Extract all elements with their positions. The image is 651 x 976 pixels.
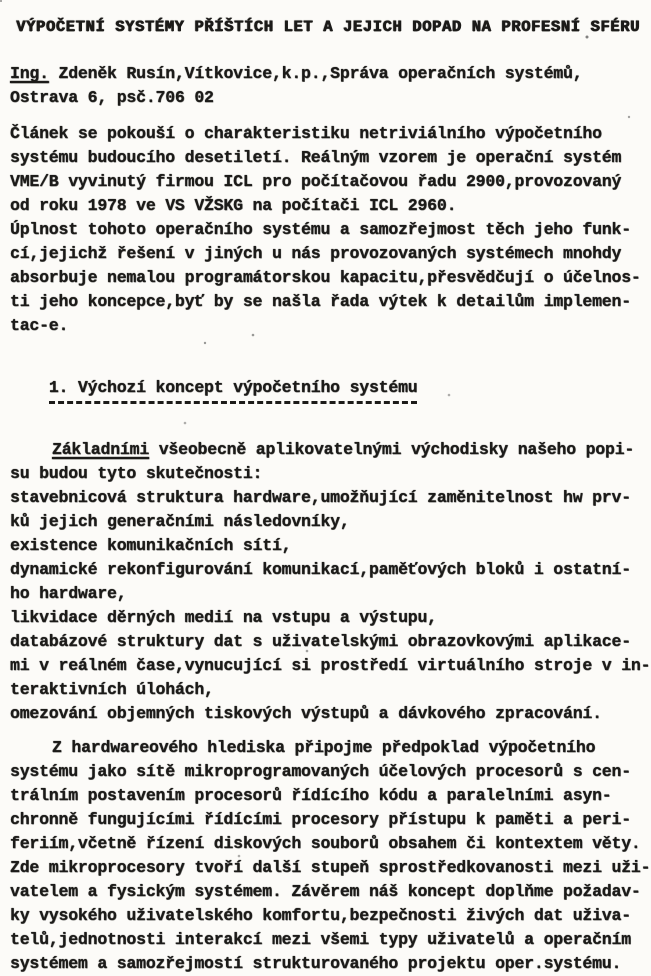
text-line: su budou tyto skutečnosti: — [10, 464, 263, 483]
text-line: feriím,včetně řízení diskových souborů obsahem či kontextem věty. — [10, 834, 641, 853]
section-1-paragraph-1 — [10, 438, 651, 726]
document-title: VÝPOČETNÍ SYSTÉMY PŘÍŠTÍCH LET A JEJICH DOPAD NA PROFESNÍ SFÉRU — [16, 18, 640, 36]
section-1-heading — [10, 352, 643, 428]
text-line: systému budoucího desetiletí. Reálným vzorem je operační systém — [10, 148, 622, 167]
text-line: od roku 1978 ve VS VŽSKG na počítači ICL 2960. — [10, 196, 457, 215]
text-line: vatelem a fysickým systémem. Závěrem náš koncept doplňme požadav- — [10, 882, 641, 901]
text-line: ky vysokého uživatelského komfortu,bezpečnosti živých dat uživa- — [10, 906, 631, 925]
abstract-paragraph — [10, 122, 643, 338]
text-line: existence komunikačních sítí, — [10, 536, 292, 555]
text-line: absorbuje nemalou programátorskou kapacitu,přesvědčují o účelnos- — [10, 268, 641, 287]
paragraph-1-first-line-rest: všeobecně aplikovatelnými východisky našeho popi- — [149, 440, 635, 459]
text-line: ti jeho koncepce,byť by se našla řada výtek k detailům implemen- — [10, 292, 631, 311]
text-line: Úplnost tohoto operačního systému a samozřejmost těch jeho funk- — [10, 220, 631, 239]
text-line: telů,jednotnosti interakcí mezi všemi typy uživatelů a operačním — [10, 930, 631, 949]
text-line: trálním postavením procesorů řídícího kódu a paralelními asyn- — [10, 786, 612, 805]
section-1-paragraph-2 — [10, 736, 651, 976]
paragraph-2-lines — [10, 760, 651, 976]
text-line: ho hardware, — [10, 584, 127, 603]
text-line: Článek se pokouší o charakteristiku netriviálního výpočetního — [10, 124, 602, 143]
author-degree: Ing. — [10, 64, 49, 83]
text-line: chronně fungujícími řídícími procesory přístupu k paměti a peri- — [10, 810, 631, 829]
author-line-2: Ostrava 6, psč.706 02 — [10, 88, 214, 107]
text-line: databázové struktury dat s uživatelskými obrazovkovými aplikace- — [10, 632, 631, 651]
text-line: mi v reálném čase,vynucující si prostředí virtuálního stroje v in- — [10, 656, 651, 675]
text-line: systému jako sítě mikroprogramovaných účelových procesorů s cen- — [10, 762, 631, 781]
text-line: ků jejich generačními následovníky, — [10, 512, 350, 531]
text-line: dynamické rekonfigurování komunikací,paměťových bloků i ostatní- — [10, 560, 631, 579]
text-line: stavebnicová struktura hardware,umožňující zaměnitelnost hw prv- — [10, 488, 631, 507]
underlined-word: Základními — [52, 440, 150, 459]
author-line-1 — [10, 62, 643, 86]
text-line: systémem a samozřejmostí strukturovaného projektu oper.systému. — [10, 954, 622, 973]
text-line: tac-e. — [10, 316, 69, 335]
text-line: Zde mikroprocesory tvoří další stupeň sprostředkovanosti mezi uži- — [10, 858, 651, 877]
text-line: cí,jejichž řešení v jiných u nás provozovaných systémech mnohdy — [10, 244, 622, 263]
text-line: omezování objemných tiskových výstupů a dávkového zpracování. — [10, 704, 602, 723]
paragraph-1-lines — [10, 462, 651, 726]
paragraph-2-first-line: Z hardwareového hlediska připojme předpoklad výpočetního — [52, 738, 596, 757]
author-block — [10, 62, 643, 110]
text-line: VME/B vyvinutý firmou ICL pro počítačovou řadu 2900,provozovaný — [10, 172, 622, 191]
paragraph-1-first-line — [10, 438, 643, 462]
text-line: teraktivních úlohách, — [10, 680, 214, 699]
text-line: likvidace děrných medií na vstupu a výstupu, — [10, 608, 437, 627]
author-name-affiliation: Zdeněk Rusín,Vítkovice,k.p.,Správa operačních systémů, — [48, 64, 583, 83]
section-1-heading-text: 1. Výchozí koncept výpočetního systému — [49, 376, 418, 404]
